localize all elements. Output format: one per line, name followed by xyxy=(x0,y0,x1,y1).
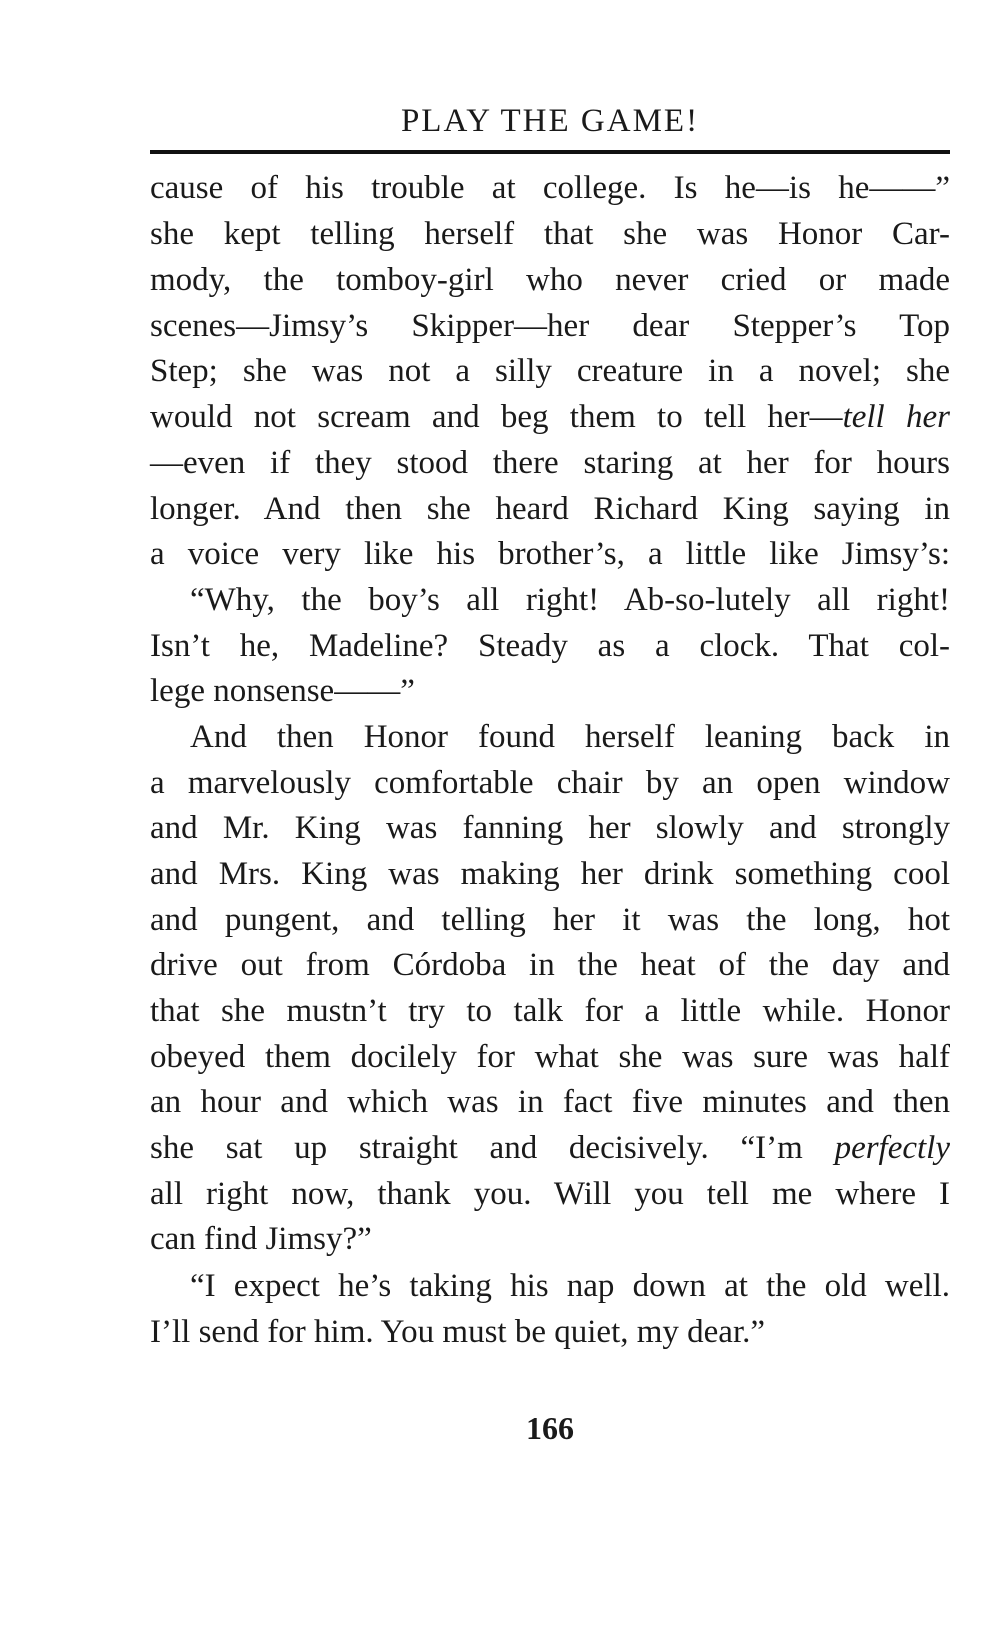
text-line: scenes—Jimsy’s Skipper—her dear Stepper’s Top xyxy=(150,308,950,344)
text-line: that she mustn’t try to talk for a little while. Honor xyxy=(150,993,950,1029)
text-run: she sat up straight and decisively. “I’m xyxy=(150,1130,835,1166)
text-line: —even if they stood there staring at her for hours xyxy=(150,445,950,481)
header-rule xyxy=(150,150,950,154)
text-line: an hour and which was in fact five minutes and then xyxy=(150,1084,950,1120)
running-title: PLAY THE GAME! xyxy=(400,103,700,139)
text-line: Isn’t he, Madeline? Steady as a clock. That col- xyxy=(150,628,950,664)
text-line: I’ll send for him. You must be quiet, my dear.” xyxy=(150,1314,766,1350)
text-line xyxy=(150,1128,950,1168)
text-line: a marvelously comfortable chair by an open window xyxy=(150,765,950,801)
text-line: a voice very like his brother’s, a little like Jimsy’s: xyxy=(150,536,950,572)
text-line: and Mr. King was fanning her slowly and strongly xyxy=(150,810,950,846)
text-line: can find Jimsy?” xyxy=(150,1221,372,1257)
text-line: lege nonsense——” xyxy=(150,673,415,709)
text-line: all right now, thank you. Will you tell me where I xyxy=(150,1176,950,1212)
italic-emphasis: perfectly xyxy=(834,1130,950,1166)
text-line: obeyed them docilely for what she was sure was half xyxy=(150,1039,950,1075)
text-line: mody, the tomboy-girl who never cried or made xyxy=(150,262,950,298)
text-line: “Why, the boy’s all right! Ab-so-lutely all right! xyxy=(190,582,950,618)
text-line xyxy=(150,397,950,437)
text-line: she kept telling herself that she was Honor Car- xyxy=(150,216,950,252)
text-run: would not scream and beg them to tell her— xyxy=(150,399,843,435)
italic-emphasis: tell her xyxy=(842,399,950,435)
text-line: cause of his trouble at college. Is he—is he——” xyxy=(150,170,950,206)
text-line: And then Honor found herself leaning back in xyxy=(190,719,950,755)
text-line: “I expect he’s taking his nap down at the old well. xyxy=(190,1268,950,1304)
text-line: drive out from Córdoba in the heat of the day and xyxy=(150,947,950,983)
text-line: Step; she was not a silly creature in a novel; she xyxy=(150,353,950,389)
page-number: 166 xyxy=(526,1410,574,1446)
text-line: longer. And then she heard Richard King saying in xyxy=(150,491,950,527)
text-line: and Mrs. King was making her drink something cool xyxy=(150,856,950,892)
text-line: and pungent, and telling her it was the long, hot xyxy=(150,902,950,938)
